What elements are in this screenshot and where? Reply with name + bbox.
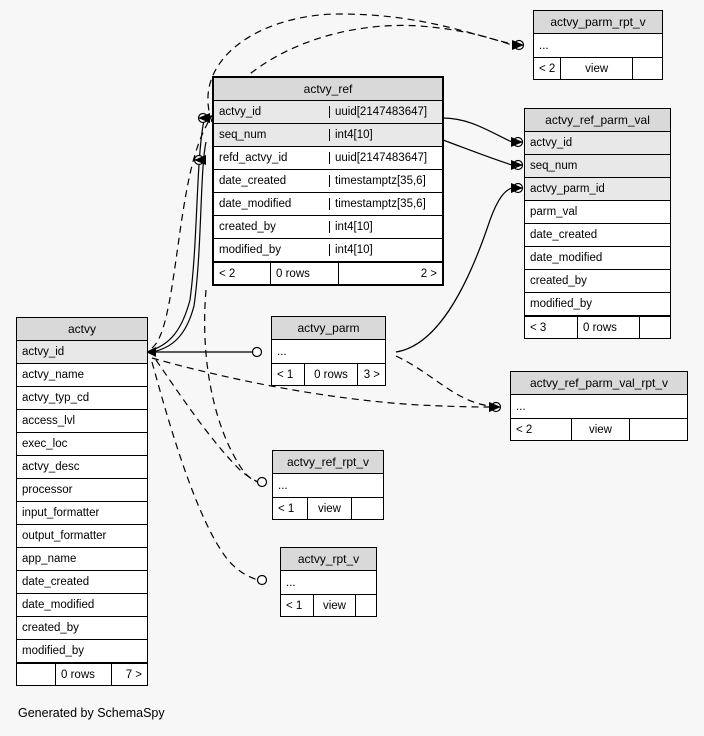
table-footer (534, 57, 662, 79)
table-row (17, 410, 147, 433)
table-row (214, 147, 442, 170)
column-name: date_created (530, 229, 598, 241)
table-row (17, 640, 147, 663)
table-row (525, 247, 670, 270)
table-row (525, 155, 670, 178)
column-name: date_created (22, 576, 90, 588)
table-row (17, 433, 147, 456)
column-type: timestamptz[35,6] (329, 175, 442, 187)
column-name: created_by (219, 221, 276, 233)
table-row (17, 571, 147, 594)
column-name: actvy_id (22, 346, 65, 358)
column-name: actvy_parm_id (530, 183, 605, 195)
table-row (525, 270, 670, 293)
column-name: seq_num (219, 129, 267, 141)
footer-mid: 0 rows (304, 364, 357, 385)
table-footer (525, 316, 670, 338)
table-row (525, 293, 670, 316)
table-title: actvy_ref_parm_val (525, 109, 670, 132)
table-actvy_parm[interactable] (271, 316, 386, 386)
column-name: actvy_typ_cd (22, 392, 90, 404)
column-name: exec_loc (22, 438, 68, 450)
table-title: actvy_parm_rpt_v (534, 11, 662, 34)
table-footer (281, 594, 376, 616)
table-actvy[interactable] (16, 317, 148, 686)
column-name: date_created (219, 175, 287, 187)
table-title: actvy_rpt_v (281, 548, 376, 571)
table-title: actvy_parm (272, 317, 385, 340)
table-row (214, 239, 442, 262)
table-row: ... (539, 39, 549, 52)
table-actvy_ref_parm_val[interactable] (524, 108, 671, 339)
column-type: int4[10] (329, 129, 442, 141)
table-row (17, 594, 147, 617)
column-name: created_by (530, 275, 587, 287)
table-footer (273, 497, 383, 519)
footer-left[interactable]: < 3 (530, 321, 547, 334)
table-row: ... (277, 345, 287, 358)
footer-mid[interactable]: view (307, 498, 351, 519)
footer-right[interactable]: 3 > (357, 364, 385, 385)
column-name: access_lvl (22, 415, 76, 427)
table-actvy_rpt_v[interactable] (280, 547, 377, 617)
column-name: seq_num (530, 160, 578, 172)
table-footer (214, 262, 442, 284)
table-row: ... (516, 400, 526, 413)
table-footer (511, 418, 687, 440)
column-name: modified_by (530, 298, 593, 310)
column-type: int4[10] (329, 221, 442, 233)
table-actvy_ref_rpt_v[interactable] (272, 450, 384, 520)
table-row (17, 479, 147, 502)
table-title: actvy_ref (214, 78, 442, 101)
table-row: ... (278, 479, 288, 492)
column-name: modified_by (219, 244, 282, 256)
table-footer (272, 363, 385, 385)
column-name: app_name (22, 553, 77, 565)
footer-left (17, 664, 55, 685)
table-row (525, 132, 670, 155)
column-name: created_by (22, 622, 79, 634)
table-row: ... (286, 576, 296, 589)
footer-left[interactable]: < 1 (277, 368, 294, 381)
table-row (17, 364, 147, 387)
table-row (525, 178, 670, 201)
footer-right (632, 58, 662, 79)
column-name: modified_by (22, 645, 85, 657)
column-type: timestamptz[35,6] (329, 198, 442, 210)
column-name: output_formatter (22, 530, 107, 542)
column-name: actvy_desc (22, 461, 80, 473)
table-title: actvy (17, 318, 147, 341)
column-type: uuid[2147483647] (329, 152, 442, 164)
footer-right (629, 419, 687, 440)
footer-mid[interactable]: view (560, 58, 632, 79)
table-row (17, 502, 147, 525)
footer-left[interactable]: < 1 (286, 599, 303, 612)
table-row (17, 525, 147, 548)
column-name: actvy_id (219, 106, 262, 118)
column-name: actvy_id (530, 137, 573, 149)
table-title: actvy_ref_parm_val_rpt_v (511, 372, 687, 395)
footer-right (355, 595, 376, 616)
footer-left[interactable]: < 2 (516, 423, 533, 436)
footer-right (639, 317, 670, 338)
footer-left[interactable]: < 2 (539, 62, 556, 75)
table-row (214, 216, 442, 239)
table-row (214, 193, 442, 216)
footer-mid[interactable]: view (571, 419, 629, 440)
footer-left[interactable]: < 2 (219, 267, 236, 280)
diagram-caption: Generated by SchemaSpy (18, 706, 165, 720)
footer-mid[interactable]: view (313, 595, 355, 616)
table-row (214, 101, 442, 124)
table-title: actvy_ref_rpt_v (273, 451, 383, 474)
column-name: actvy_name (22, 369, 85, 381)
column-type: int4[10] (329, 244, 442, 256)
table-row (17, 341, 147, 364)
column-name: parm_val (530, 206, 578, 218)
column-name: processor (22, 484, 73, 496)
footer-mid: 0 rows (55, 664, 111, 685)
table-actvy_ref_parm_val_rpt_v[interactable] (510, 371, 688, 441)
table-actvy_ref[interactable] (212, 76, 444, 286)
footer-mid: 0 rows (577, 317, 639, 338)
table-row (17, 548, 147, 571)
table-row (214, 124, 442, 147)
column-name: date_modified (22, 599, 95, 611)
table-row (525, 201, 670, 224)
footer-right (351, 498, 383, 519)
table-row (525, 224, 670, 247)
table-footer (17, 663, 147, 685)
table-row (214, 170, 442, 193)
footer-mid: 0 rows (270, 263, 338, 284)
column-type: uuid[2147483647] (329, 106, 442, 118)
column-name: date_modified (530, 252, 603, 264)
column-name: date_modified (219, 198, 292, 210)
table-actvy_parm_rpt_v[interactable] (533, 10, 663, 80)
table-row (17, 617, 147, 640)
footer-right[interactable]: 2 > (338, 263, 442, 284)
footer-right[interactable]: 7 > (111, 664, 147, 685)
table-row (17, 456, 147, 479)
table-row (17, 387, 147, 410)
column-name: input_formatter (22, 507, 100, 519)
footer-left[interactable]: < 1 (278, 502, 295, 515)
column-name: refd_actvy_id (219, 152, 288, 164)
